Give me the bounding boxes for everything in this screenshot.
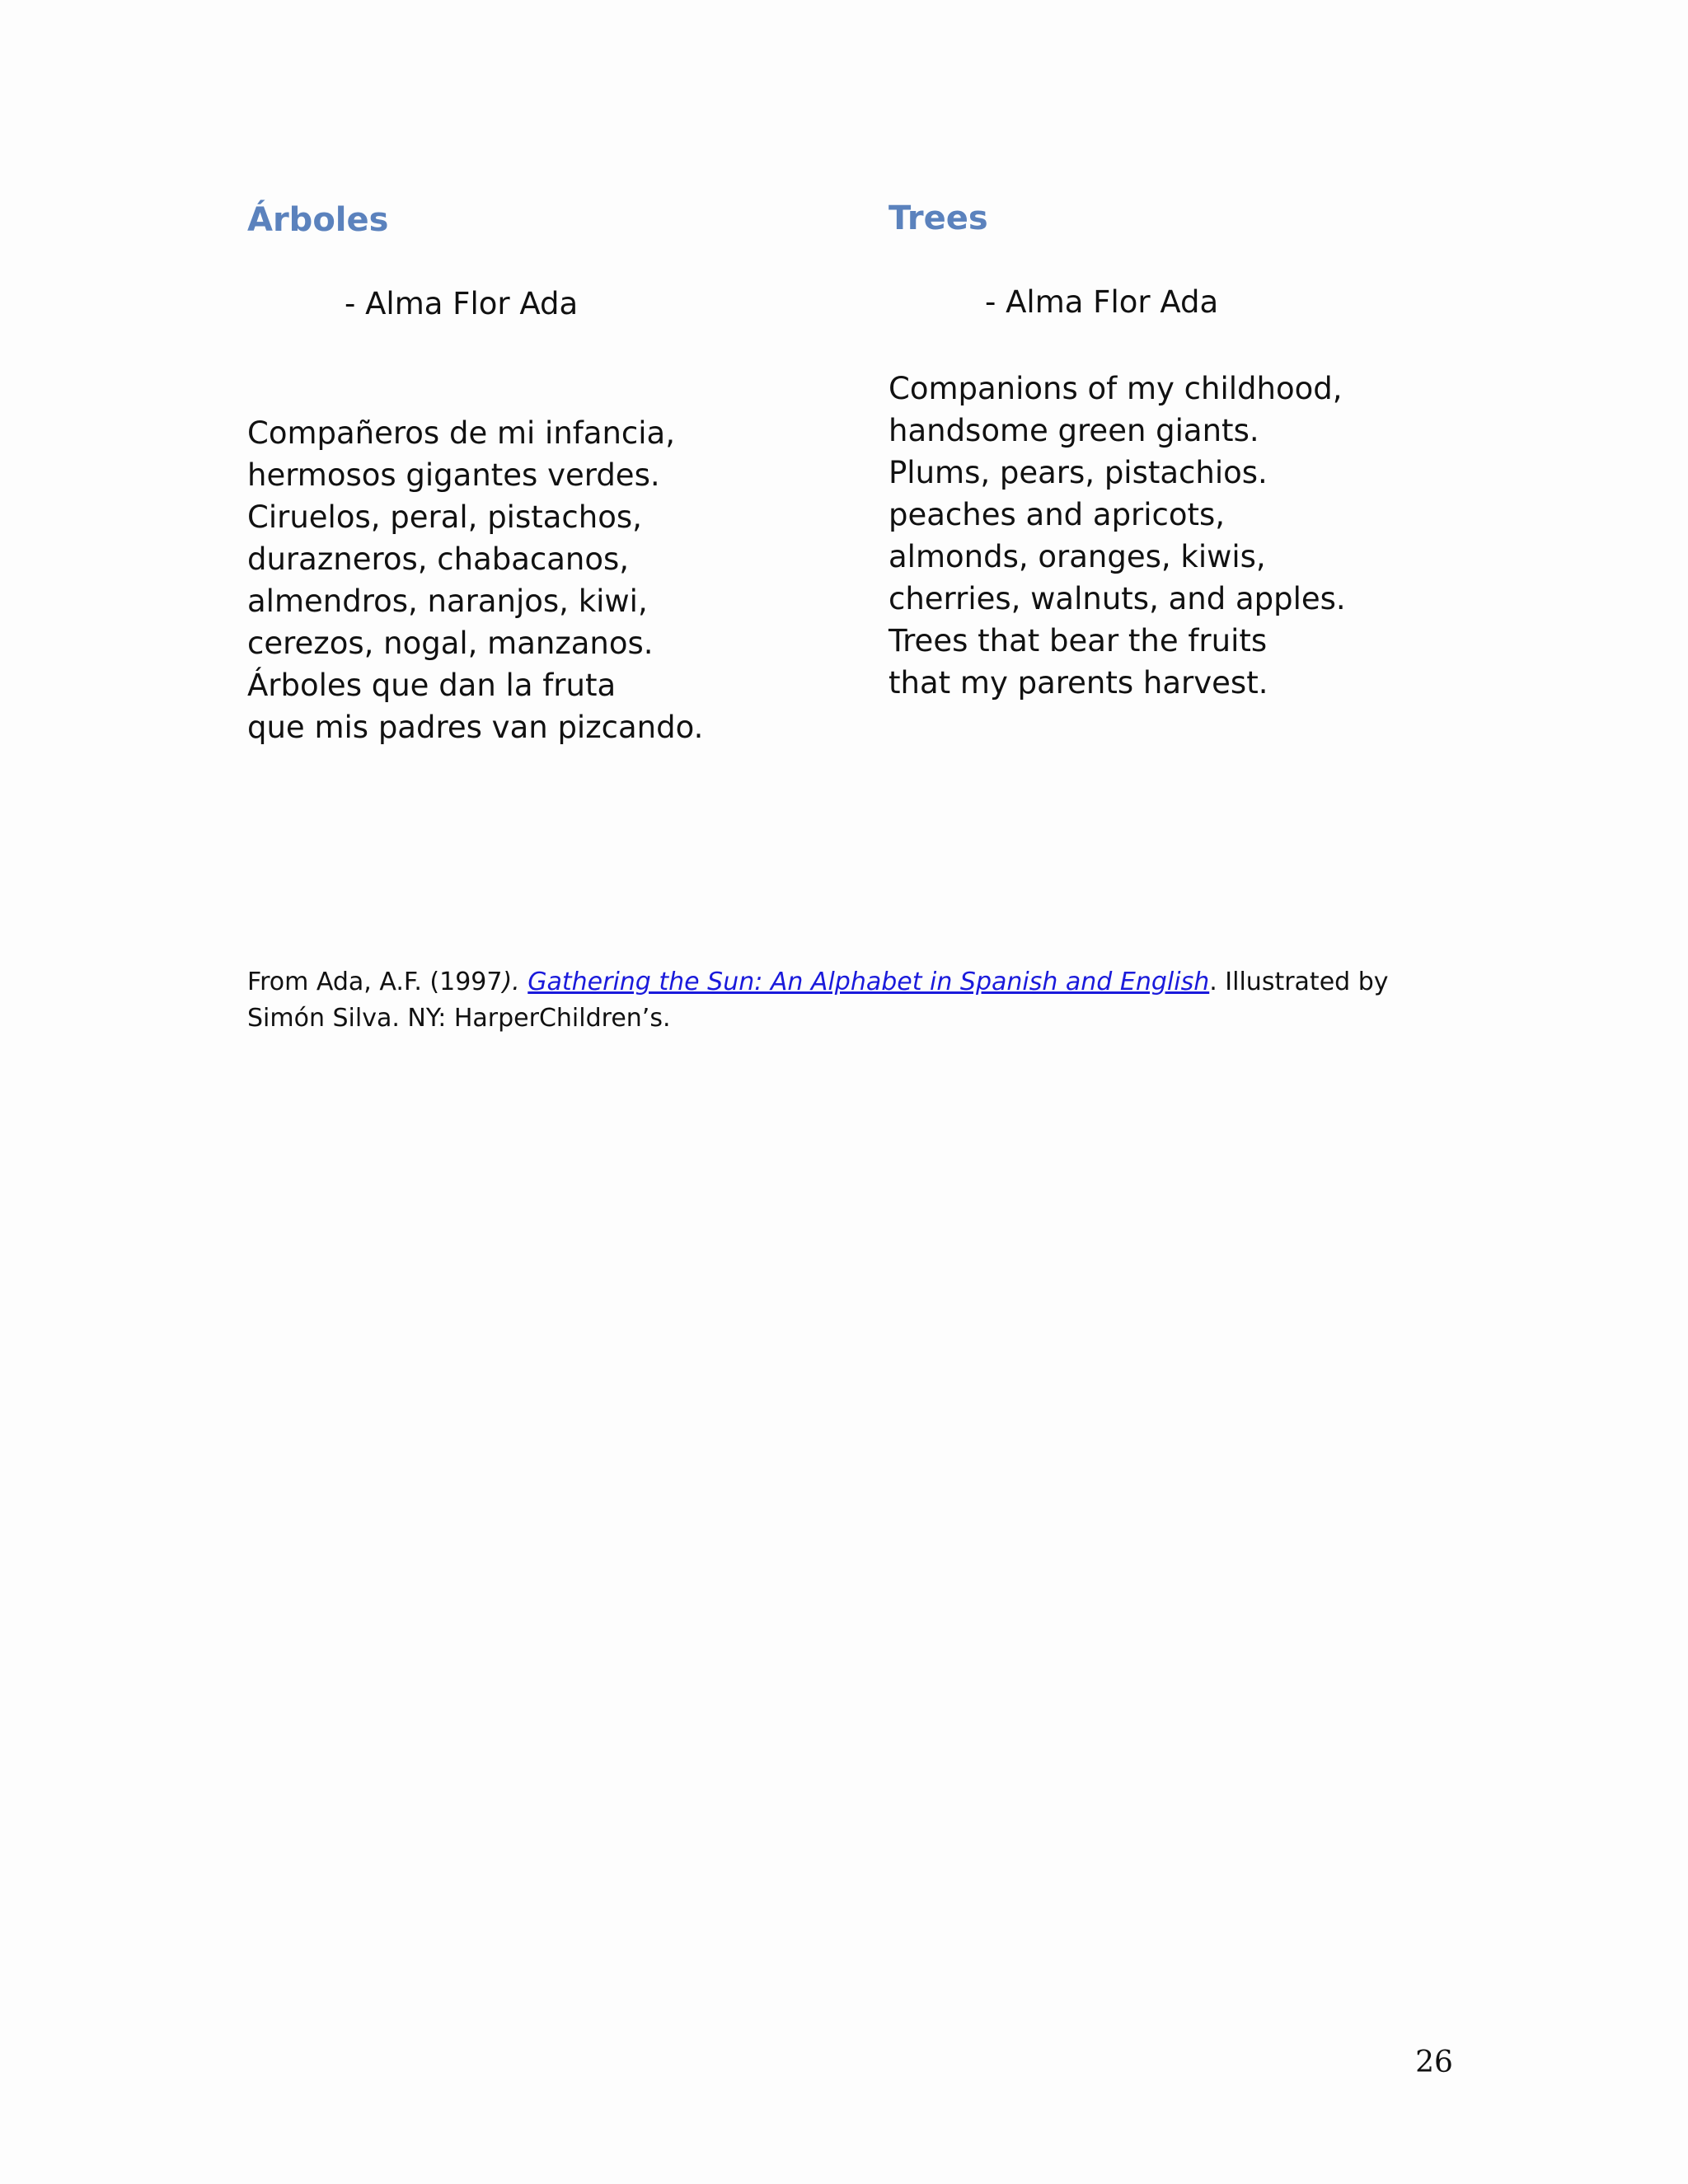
poem-title-spanish: Árboles bbox=[247, 201, 389, 239]
poem-line: Plums, pears, pistachios. bbox=[889, 455, 1268, 490]
poem-line: almendros, naranjos, kiwi, bbox=[247, 583, 648, 619]
poem-line: Trees that bear the fruits bbox=[889, 623, 1268, 658]
poem-lines-spanish bbox=[247, 412, 703, 748]
book-title-link[interactable]: Gathering the Sun: An Alphabet in Spanish and English bbox=[528, 968, 1210, 996]
poem-line: handsome green giants. bbox=[889, 413, 1259, 448]
poem-line: Companions of my childhood, bbox=[889, 371, 1343, 406]
poem-lines-english bbox=[889, 368, 1346, 704]
poem-line: durazneros, chabacanos, bbox=[247, 541, 630, 577]
citation-prefix: From Ada, A.F. (1997 bbox=[247, 968, 503, 996]
page-number: 26 bbox=[1415, 2046, 1453, 2079]
poem-line: Ciruelos, peral, pistachos, bbox=[247, 499, 642, 535]
poem-line: que mis padres van pizcando. bbox=[247, 710, 704, 745]
poem-line: almonds, oranges, kiwis, bbox=[889, 539, 1266, 574]
citation bbox=[247, 964, 1451, 1037]
citation-paren-close: ). bbox=[502, 968, 520, 996]
poem-line: hermosos gigantes verdes. bbox=[247, 457, 660, 493]
poem-line: Compañeros de mi infancia, bbox=[247, 415, 675, 451]
poem-line: peaches and apricots, bbox=[889, 497, 1226, 532]
poem-line: Árboles que dan la fruta bbox=[247, 668, 617, 703]
poem-line: that my parents harvest. bbox=[889, 665, 1268, 701]
poem-title-english: Trees bbox=[889, 199, 988, 237]
poem-english bbox=[889, 194, 1515, 701]
poem-line: cerezos, nogal, manzanos. bbox=[247, 626, 654, 661]
poem-line: cherries, walnuts, and apples. bbox=[889, 581, 1346, 616]
citation-suffix: . Illustrated by Simón Silva. NY: HarperChildren’s. bbox=[247, 968, 1389, 1033]
poem-author-spanish: - Alma Flor Ada bbox=[345, 286, 579, 321]
poem-author-english: - Alma Flor Ada bbox=[985, 284, 1219, 320]
poem-spanish bbox=[247, 196, 841, 745]
